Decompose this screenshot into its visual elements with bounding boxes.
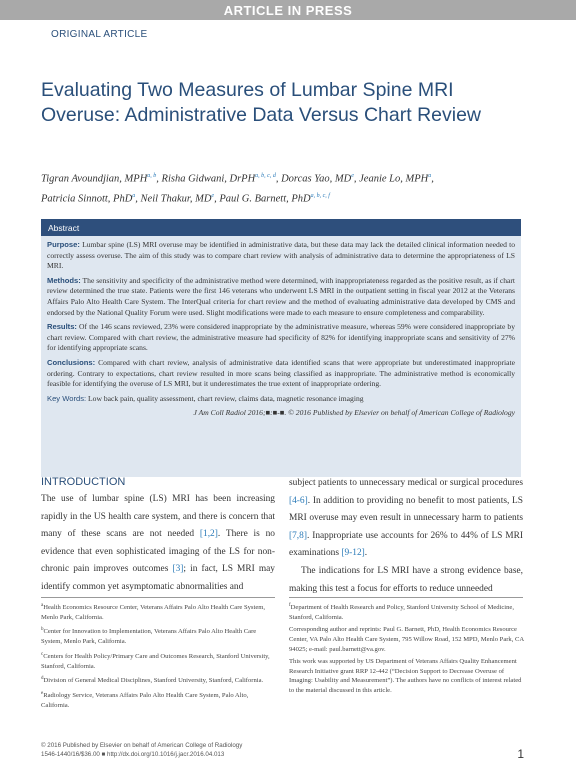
author-name[interactable]: Tigran Avoundjian, MPH	[41, 173, 148, 185]
author-name[interactable]: Neil Thakur, MD	[140, 193, 212, 205]
copyright-line: © 2016 Published by Elsevier on behalf of American College of Radiology	[41, 742, 243, 749]
section-label: ORIGINAL ARTICLE	[51, 29, 148, 40]
introduction-heading: INTRODUCTION	[41, 476, 126, 488]
footnote-marker: d	[41, 676, 44, 682]
journal-citation: J Am Coll Radiol 2016;■:■-■. © 2016 Published by Elsevier on behalf of American College of Radiology	[193, 408, 515, 418]
footnote-text: Department of Health Research and Policy, Stanford University School of Medicine, Stanford, California.	[289, 604, 515, 621]
results-label: Results:	[47, 322, 77, 332]
text-run: .	[364, 548, 368, 559]
methods-text: The sensitivity and specificity of the administrative method were determined, with inappropriateness regarded as the positive result, as if chart review determined the true state. Patients were the first 146 veterans who underwent LS MRI in the outpatient setting in fiscal year 2012 at the Veterans Affairs Palo Alto Health Care System. The InterQual criteria for chart review and the method of evaluating administrative data developed by CMS and endorsed by the National Quality Forum were used. Slight modifications were made to each measure to ensure completeness and comparability.	[47, 275, 516, 317]
text-run: . In addition to providing no benefit to most patients, LS MRI overuse may even result in unnecessary harm to patients	[289, 495, 523, 524]
footnote	[41, 674, 277, 686]
abstract-methods	[47, 276, 515, 318]
affiliation-sup: e	[211, 193, 215, 199]
footnote-text: Health Economics Resource Center, Veterans Affairs Palo Alto Health Care System, Menlo Park, California.	[41, 604, 266, 621]
abstract-body	[41, 236, 521, 419]
conclusions-label: Conclusions:	[47, 357, 96, 367]
author-name[interactable]: Paul G. Barnett, PhD	[219, 193, 311, 205]
text-run: subject patients to unnecessary medical or surgical procedures	[289, 478, 523, 488]
author-list: Tigran Avoundjian, MPH$^{a, b}$, Risha Gidwani, DrPH$^{a, b, c, d}$, Dorcas Yao, MDe, Jeanie Lo, MPH$^a$, Patricia Sinnott, PhD$^a$, Neil Thakur, MDe, Paul G. Barnett, PhD$^{a, b, c, f}$	[41, 173, 434, 205]
reference-link[interactable]: [9-12]	[341, 548, 365, 559]
intro-paragraph	[289, 475, 523, 563]
purpose-label: Purpose:	[47, 240, 80, 249]
affiliation-sup: a, b, c, f	[310, 193, 330, 199]
footnote-text: This work was supported by US Department of Veterans Affairs Quality Enhancement Research Initiative grant RRP 12-442 (“Decision Support to Decrease Overuse of Imaging: Usability and Measurement”). The authors have no conflicts of interest related to the material discussed in this article.	[289, 658, 522, 694]
body-column-right	[289, 475, 523, 598]
keywords-text: Low back pain, quality assessment, chart review, claims data, magnetic resonance imaging	[88, 393, 364, 403]
footnote-text: Radiology Service, Veterans Affairs Palo Alto Health Care System, Palo Alto, California.	[41, 692, 249, 709]
correspondence-note	[289, 625, 525, 654]
affiliation-sup: a, b, c, d	[255, 173, 276, 179]
text-run: The use of lumbar spine (LS) MRI has been increasing rapidly in the US health care system, and there is concern that many of these scans are not needed	[41, 494, 275, 540]
body-column-left	[41, 475, 275, 597]
text-run: ; in fact, LS MRI may identify common yet asymptomatic abnormalities and	[41, 564, 275, 592]
footnotes-left	[41, 601, 277, 713]
keywords-label: Key Words:	[47, 393, 87, 403]
funding-note	[289, 657, 525, 695]
abstract-keywords	[47, 394, 515, 405]
footnote-text: Center for Innovation to Implementation, Veterans Affairs Palo Alto Health Care System, Menlo Park, California.	[41, 628, 257, 646]
intro-paragraph	[41, 491, 275, 597]
conclusions-text: Compared with chart review, analysis of administrative data identified scans that were appropriate but underestimated inappropriate ordering. Contrary to expectations, chart review resulted in more scans being classified as inappropriate. The administrative method is economically feasible for identifying the overuse of LS MRI, but it underestimates the true extent of inappropriate ordering.	[47, 357, 515, 389]
footnote-divider	[41, 597, 275, 598]
methods-label: Methods:	[47, 275, 81, 285]
footnotes-right	[289, 601, 525, 699]
text-run: . There is no evidence that even sophisticated imaging of the LS for non-chronic pain improves outcomes	[41, 529, 275, 575]
affiliation-sup: e	[351, 173, 354, 179]
abstract-purpose	[47, 240, 515, 272]
footnote-text: Corresponding author and reprints: Paul G. Barnett, PhD, Health Economics Resource Center, VA Palo Alto Health Care System, 795 Willow Road, 152 MPD, Menlo Park, CA 94025; e-mail: paul.barnett@va.gov.	[289, 626, 524, 653]
doi-line[interactable]: 1546-1440/16/$36.00 ■ http://dx.doi.org/10.1016/j.jacr.2016.04.013	[41, 751, 225, 758]
abstract-box	[41, 219, 521, 477]
abstract-conclusions	[47, 358, 515, 390]
footnote-text: Centers for Health Policy/Primary Care and Outcomes Research, Stanford University, Stanford, California.	[41, 652, 270, 670]
reference-link[interactable]: [7,8]	[289, 530, 307, 541]
footnote-marker: b	[41, 627, 44, 633]
results-text: Of the 146 scans reviewed, 23% were considered inappropriate by the administrative measure, whereas 59% were considered inappropriate by chart review. Compared with chart review, the administrative measure had specificity of 82% for identifying inappropriate scans and sensitivity of 27% for identifying appropriate scans.	[47, 322, 515, 353]
footnote	[41, 689, 277, 710]
article-in-press-banner: ARTICLE IN PRESS	[0, 0, 576, 20]
author-name[interactable]: Risha Gidwani, DrPH	[161, 173, 256, 185]
page-footer	[41, 741, 242, 759]
footnote-marker: e	[41, 690, 44, 696]
purpose-text: Lumbar spine (LS) MRI overuse may be identified in administrative data, but these data may lack the detailed clinical information needed to correctly assess overuse. The aim of this study was to compare chart review with analysis of administrative data to determine the appropriateness of LS MRI.	[47, 240, 515, 271]
footnote	[41, 601, 277, 622]
reference-link[interactable]: [1,2]	[199, 529, 218, 540]
affiliation-sup: a, b	[147, 173, 157, 179]
footnote	[41, 625, 277, 646]
intro-paragraph: The indications for LS MRI have a strong evidence base, making this test a focus for efforts to reduce unneeded	[289, 565, 523, 594]
affiliation-sup: a	[428, 173, 432, 179]
author-name[interactable]: Patricia Sinnott, PhD	[41, 193, 133, 205]
footnote-marker: c	[41, 651, 44, 657]
text-run: . Inappropriate use accounts for 26% to 44% of LS MRI examinations	[289, 530, 523, 559]
page-number: 1	[517, 747, 524, 761]
affiliation-sup: a	[132, 193, 136, 199]
footnote	[41, 650, 277, 671]
footnote-text: Division of General Medical Disciplines, Stanford University, Stanford, California.	[43, 677, 264, 685]
abstract-heading: Abstract	[41, 219, 521, 236]
abstract-results	[47, 322, 515, 354]
footnote-divider	[289, 597, 523, 598]
footnote-marker: a	[41, 603, 44, 608]
footnote	[289, 601, 525, 622]
author-name[interactable]: Dorcas Yao, MD	[281, 173, 352, 185]
article-title: Evaluating Two Measures of Lumbar Spine MRI Overuse: Administrative Data Versus Chart Review	[41, 79, 482, 126]
reference-link[interactable]: [3]	[172, 564, 184, 575]
footnote-marker: f	[289, 603, 291, 608]
reference-link[interactable]: [4-6]	[289, 495, 308, 506]
author-name[interactable]: Jeanie Lo, MPH	[359, 173, 429, 185]
